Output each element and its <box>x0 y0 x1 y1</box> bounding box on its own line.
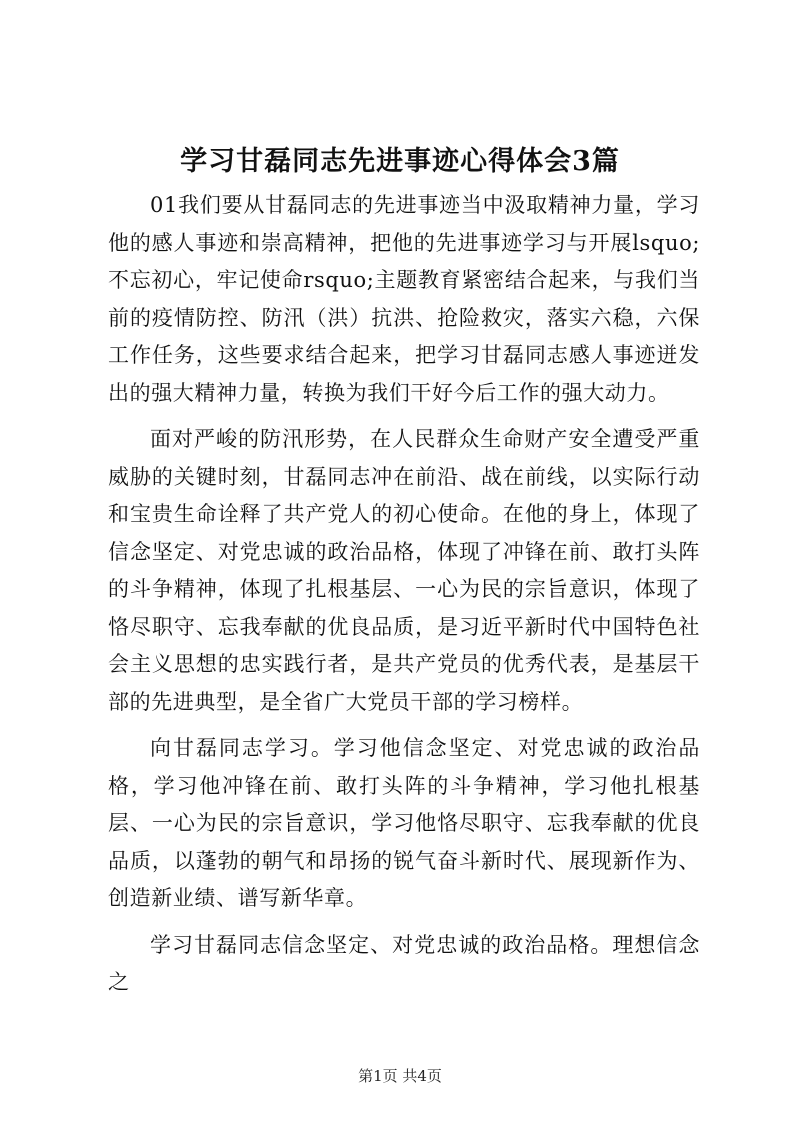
page-footer <box>0 1066 800 1086</box>
paragraph-3: 向甘磊同志学习。学习他信念坚定、对党忠诚的政治品格，学习他冲锋在前、敢打头阵的斗争精神，学习他扎根基层、一心为民的宗旨意识，学习他恪尽职守、忘我奉献的优良品质，以蓬勃的朝气和昂扬的锐气奋斗新时代、展现新作为、创造新业绩、谱写新华章。 <box>108 736 700 910</box>
paragraph-1: 01我们要从甘磊同志的先进事迹当中汲取精神力量，学习他的感人事迹和崇高精神，把他的先进事迹学习与开展lsquo;不忘初心，牢记使命rsquo;主题教育紧密结合起来，与我们当前的疫情防控、防汛（洪）抗洪、抢险救灾，落实六稳，六保工作任务，这些要求结合起来，把学习甘磊同志感人事迹迸发出的强大精神力量，转换为我们干好今后工作的强大动力。 <box>108 193 700 405</box>
document-title: 学习甘磊同志先进事迹心得体会3篇 <box>180 146 620 177</box>
document-body <box>108 187 700 1011</box>
paragraph-2: 面对严峻的防汛形势，在人民群众生命财产安全遭受严重威胁的关键时刻，甘磊同志冲在前沿、战在前线，以实际行动和宝贵生命诠释了共产党人的初心使命。在他的身上，体现了信念坚定、对党忠诚的政治品格，体现了冲锋在前、敢打头阵的斗争精神，体现了扎根基层、一心为民的宗旨意识，体现了恪尽职守、忘我奉献的优良品质，是习近平新时代中国特色社会主义思想的忠实践行者，是共产党员的优秀代表，是基层干部的先进典型，是全省广大党员干部的学习榜样。 <box>108 427 700 714</box>
page-number-label: 第1页 共4页 <box>358 1067 442 1085</box>
paragraph-4: 学习甘磊同志信念坚定、对党忠诚的政治品格。理想信念之 <box>108 932 700 994</box>
